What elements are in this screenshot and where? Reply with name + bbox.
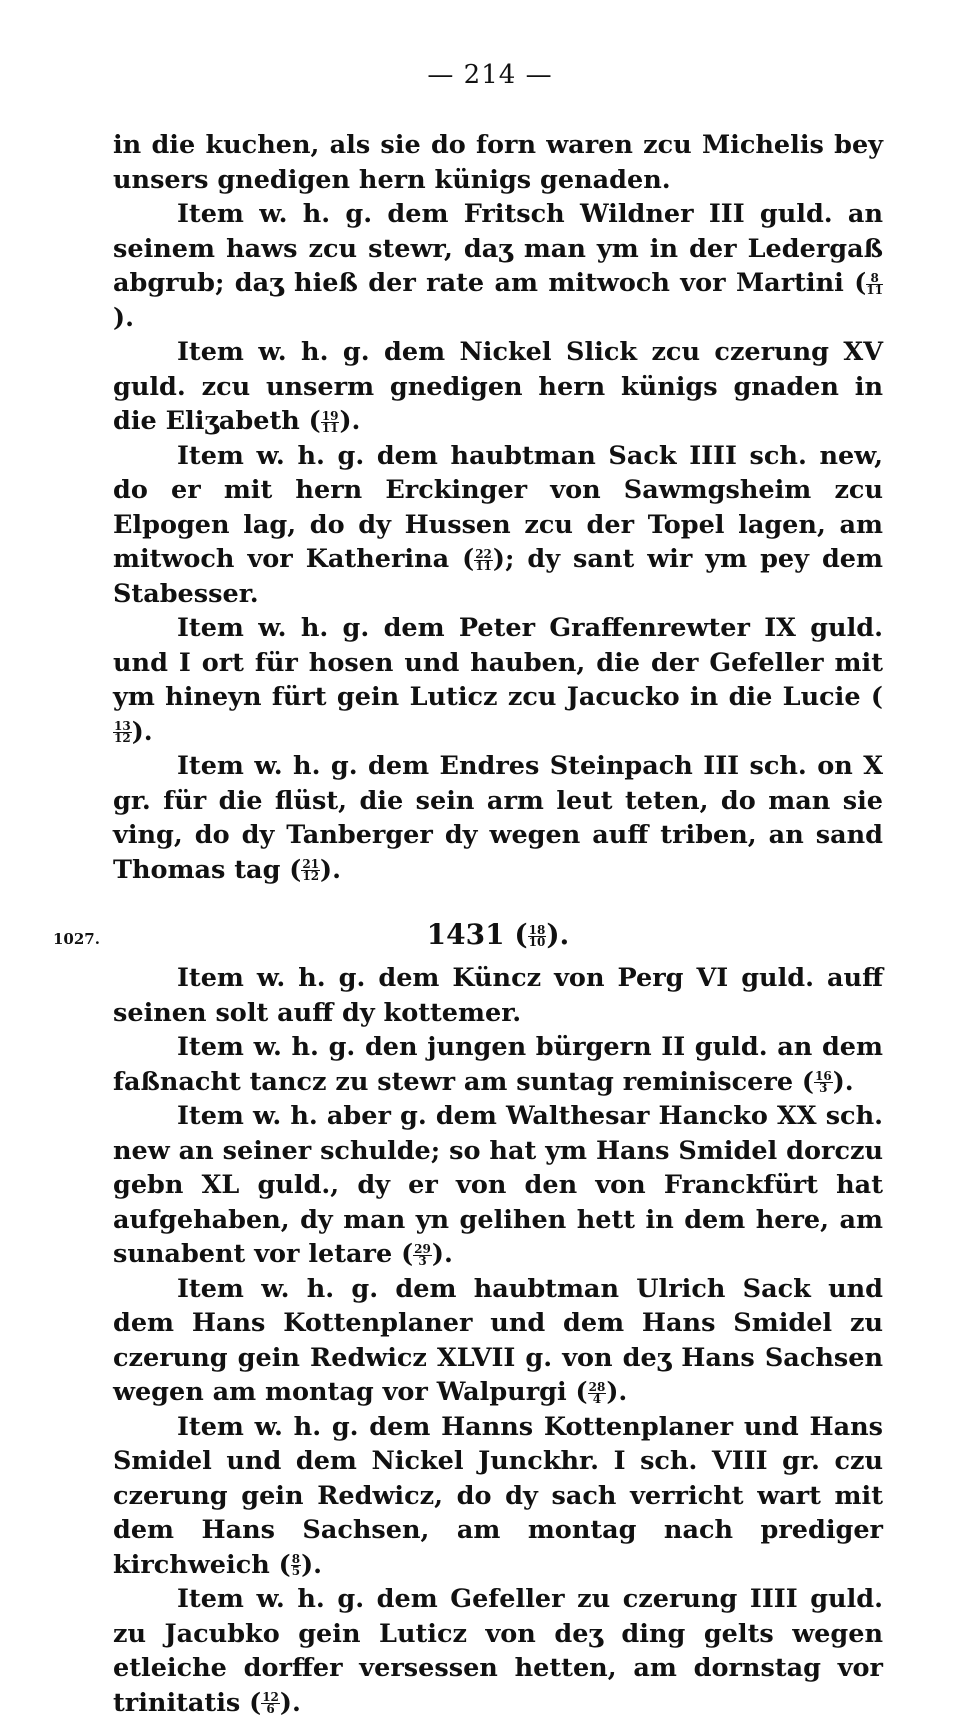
bottom-paragraphs — [113, 961, 883, 1720]
paragraph-text: Item w. h. g. dem Peter Graffenrewter IX guld. und I ort für hosen und hauben, die der Gefeller mit ym hineyn fürt gein Luticz zcu Jacucko in die Lucie ( — [113, 613, 883, 712]
paragraph — [113, 439, 883, 612]
paragraph-text: in die kuchen, als sie do forn waren zcu Michelis bey unsers gnedigen hern künigs genaden. — [113, 130, 883, 195]
paragraph-text: Item w. h. g. dem Gefeller zu czerung IIII guld. zu Jacubko gein Luticz von deʒ ding gelts wegen etleiche dorffer versessen hetten, am dornstag vor trinitatis ( — [113, 1584, 883, 1718]
paragraph — [113, 128, 883, 197]
paragraph-text-tail: ). — [320, 854, 341, 885]
page-number: — 214 — — [427, 60, 553, 90]
fraction-denominator: 3 — [418, 1253, 427, 1268]
paragraph-text: Item w. h. g. dem Küncz von Perg VI guld. auff seinen solt auff dy kottemer. — [113, 963, 883, 1028]
fraction-denominator: 11 — [321, 420, 339, 435]
paragraph — [113, 1582, 883, 1720]
paragraph — [113, 1410, 883, 1583]
top-paragraphs — [113, 128, 883, 887]
paragraph — [113, 611, 883, 749]
paragraph — [113, 749, 883, 887]
paragraph — [113, 335, 883, 439]
date-fraction — [291, 1554, 301, 1577]
paragraph — [113, 197, 883, 335]
paragraph-text-tail: ). — [431, 1239, 453, 1269]
paragraph-text-tail: ). — [606, 1377, 628, 1407]
body-text — [53, 128, 883, 1720]
date-fraction — [814, 1071, 833, 1094]
paragraph-text: Item w. h. g. dem haubtman Ulrich Sack und dem Hans Kottenplaner und dem Hans Smidel zu czerung gein Redwicz XLVII g. von deʒ Hans Sachsen wegen am montag vor Walpurgi ( — [113, 1273, 883, 1407]
fraction-numerator: 8 — [291, 1552, 301, 1566]
fraction-numerator: 19 — [321, 408, 339, 423]
fraction-denominator: 3 — [819, 1081, 828, 1095]
date-fraction — [113, 721, 132, 744]
paragraph-text: Item w. h. g. dem Endres Steinpach III sch. on X gr. für die flüst, die sein arm leut teten, do man sie ving, do dy Tanberger dy wegen auff triben, an sand Thomas tag ( — [113, 751, 883, 885]
fraction-denominator: 5 — [291, 1564, 301, 1578]
paragraph — [113, 1030, 883, 1099]
date-fraction — [413, 1241, 432, 1268]
fraction-denominator: 11 — [475, 558, 492, 573]
paragraph-text-tail: ). — [113, 302, 134, 333]
paragraph — [113, 1099, 883, 1272]
fraction-denominator: 11 — [866, 282, 883, 297]
date-fraction — [588, 1379, 607, 1406]
fraction-numerator: 8 — [866, 273, 883, 285]
date-fraction — [301, 859, 320, 882]
paragraph-text: Item w. h. g. dem Hanns Kottenplaner und Hans Smidel und dem Nickel Junckhr. I sch. VIII gr. czu czerung gein Redwicz, do dy sach verricht wart mit dem Hans Sachsen, am montag nach prediger kirchweich ( — [113, 1411, 883, 1580]
paragraph-text: Item w. h. aber g. dem Walthesar Hancko XX sch. new an seiner schulde; so hat ym Hans Smidel dorczu gebn XL guld., dy er von den von Franckfürt hat aufgehaben, dy man yn gelihen hett in dem here, am sunabent vor letare ( — [113, 1101, 883, 1269]
paragraph-text: Item w. h. g. dem Fritsch Wildner III guld. an seinem haws zcu stewr, daʒ man ym in der Ledergaß abgrub; daʒ hieß der rate am mitwoch vor Martini ( — [113, 199, 883, 298]
fraction-numerator: 22 — [475, 546, 492, 561]
entry-number: 1027. — [53, 930, 100, 948]
paragraph-text: Item w. h. g. dem haubtman Sack IIII sch. new, do er mit hern Erckinger von Sawmgsheim zcu Elpogen lag, do dy Hussen zcu der Topel lagen, am mitwoch vor Katherina ( — [113, 440, 883, 574]
fraction-numerator: 13 — [114, 719, 131, 733]
fraction-numerator: 18 — [528, 923, 546, 937]
section-title-post: ). — [546, 918, 570, 951]
date-fraction — [261, 1692, 280, 1715]
paragraph-text-tail: ). — [279, 1687, 301, 1718]
date-fraction — [321, 408, 340, 435]
fraction-numerator: 16 — [815, 1069, 832, 1083]
fraction-numerator: 29 — [414, 1241, 431, 1256]
paragraph-text-tail: ). — [832, 1066, 854, 1097]
fraction-denominator: 4 — [592, 1391, 602, 1406]
fraction-denominator: 12 — [302, 869, 320, 883]
fraction-numerator: 12 — [262, 1690, 279, 1704]
paragraph-text-tail: ). — [301, 1549, 323, 1580]
fraction-numerator: 21 — [302, 857, 320, 871]
paragraph-text: Item w. h. g. den jungen bürgern II guld. an dem faßnacht tancz zu stewr am suntag reminiscere ( — [113, 1032, 883, 1097]
paragraph-text: Item w. h. g. dem Nickel Slick zcu czerung XV guld. zcu unserm gnedigen hern künigs gnaden in die Eliʒabeth ( — [113, 337, 883, 436]
paragraph — [113, 1272, 883, 1410]
section-heading — [53, 917, 883, 953]
date-fraction — [866, 270, 883, 297]
paragraph — [113, 961, 883, 1030]
section-title-pre: 1431 ( — [426, 918, 528, 951]
paragraph-text-tail: ). — [131, 716, 153, 747]
fraction-denominator: 6 — [266, 1702, 275, 1716]
fraction-denominator: 10 — [528, 935, 546, 949]
section-date-fraction — [528, 925, 547, 948]
date-fraction — [474, 546, 493, 573]
paragraph-text-tail: ); dy sant wir ym pey dem Stabesser. — [113, 544, 883, 609]
paragraph-text-tail: ). — [339, 406, 361, 436]
fraction-denominator: 12 — [114, 731, 131, 745]
fraction-numerator: 28 — [588, 1379, 606, 1394]
